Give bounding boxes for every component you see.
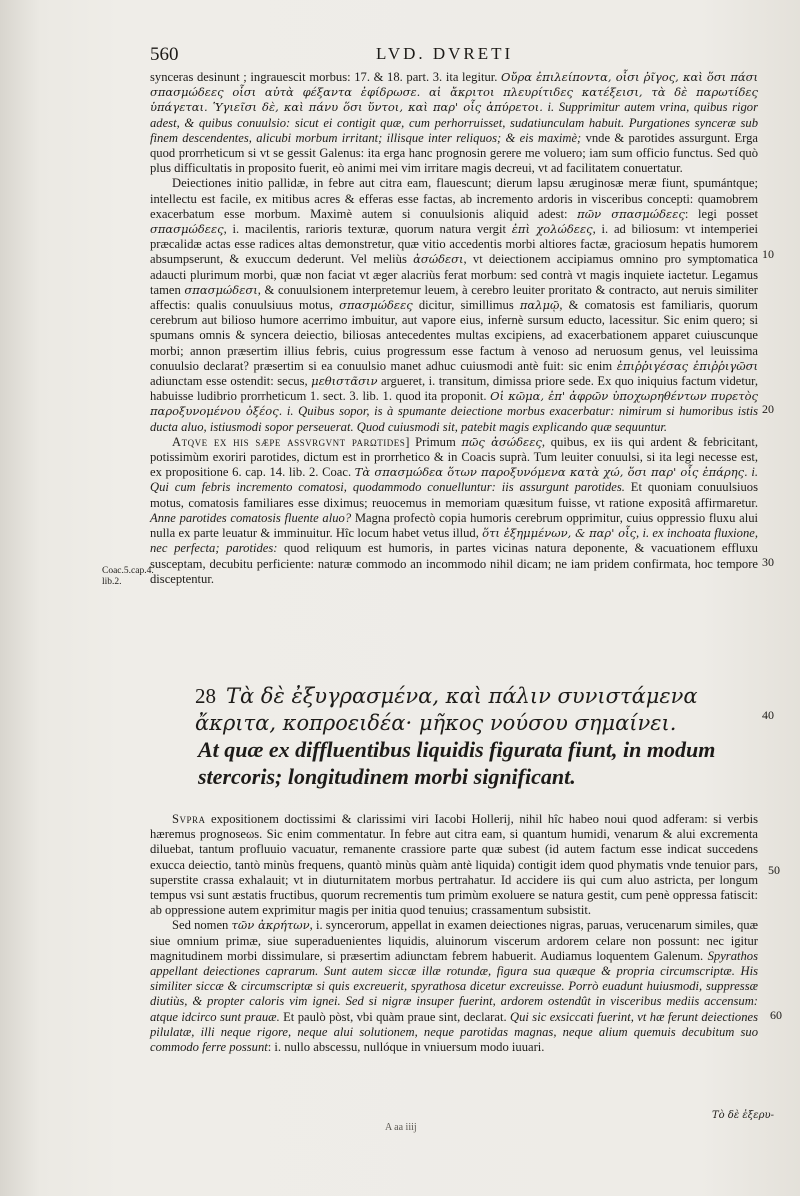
commentary-section-b bbox=[150, 812, 758, 1055]
greek-text: Οἱ κῶμα, ἐπ' ἀφρῶν ὑποχωρηθέντων πυρετὸς παροξυνομένου ὀξέος. bbox=[150, 389, 759, 419]
lemma-latin: At quæ ex diffluentibus liquidis figurata fiunt, in modum stercoris; longitudinem morbi significant. bbox=[198, 737, 716, 789]
text-run: Deiectiones initio pallidæ, in febre aut citra eam, flauescunt; dierum lapsu æruginosæ meræ fiunt, spumántque; intellectu est facile, ex mitibus acres & efferas esse factas, ab incremento ardoris in visceribus concepti: quamobrem exacerbatum esse morbum. Maximè autem si conuulsionis aliquid adest: bbox=[150, 176, 758, 221]
text-run: Et quoniam conuulsiuos motus, comatosis familiares esse diximus; reuocemus in memoriam quæsitum fuisse, vt ratione expositâ affirmaretur. bbox=[150, 480, 758, 510]
text-run: ] Primum bbox=[405, 434, 462, 449]
greek-text: πῶς ἀσώδεες bbox=[461, 434, 542, 449]
text-run: , & comatosis est familiaris, quorum cerebrum aut bilioso humore acerrimo imbuitur, aut vapore eius, infernè sursum educto, lacessitur. Sic enim quero; si spumans omnis & syncera deiectio, biliosas antecedentes multas excipiens, ad exacerbationem apparet cuiuscunque morbi; annon præsertim illius febris, cuius progressum esse factum à venoso ad neruosum genus, vel leuissima conuulsio declarat? præsertim si ea conuulsio manet adhuc cuiusmodi antè fuit: sic enim bbox=[150, 298, 758, 373]
text-run: argueret, i. transitum, dimissa priore sede. Ex quo iniquius factum videtur, habuisse ludibrio prorrheticum 1. sect. 3. lib. 1. quod ita proponit. bbox=[150, 374, 758, 404]
italic-text: i. Supprimitur autem vrina, quibus rigor adest, & quibus conuulsio: sicut ei contigit quæ, cum perhorruisset, sudatiunculam habuit. Purgationes synceræ sub finem descendentes, alicubi morbum irritant; illisque inter reliquos; & eis maximè; bbox=[150, 100, 758, 145]
line-number: 60 bbox=[770, 1008, 782, 1022]
text-run: Magna profectò copia humoris cerebrum opprimitur, cuius oppressio fluxu alui nulla ex parte leuatur & imminuitur. Hîc locum habet vetus illud, bbox=[150, 510, 758, 541]
greek-text: ἐπὶ χολώδεες bbox=[511, 222, 593, 237]
greek-text: Οὔρα ἐπιλείποντα, οἷσι ῥῖγος, καὶ ὅσι πάσι σπασμώδεες οἷσι αὐτὰ φέξαντα ἐφίδρωσε. αἱ ἄκριτοι πλευρίτιδες κατέξεισι, τὰ δὲ παρωτίδες ὑπάγεται. Ὑγιεῖσι δὲ, καὶ πάνυ ὅσι ὕντοι, καὶ παρ' οἷς ἀπύρετοι. bbox=[150, 70, 759, 115]
small-caps-text: Atqve ex his sæpe assvrgvnt parωtides bbox=[172, 434, 406, 449]
italic-text: Qui sic exsiccati fuerint, vt hæ ferunt deiectiones pilulatæ, illi neque rigore, neque alui solutionem, neque parotidas magnas, neque alium quemuis decubitum suo commodo ferre possunt bbox=[150, 1009, 758, 1055]
text-run: expositionem doctissimi & clarissimi viri Iacobi Hollerij, nihil hîc habeo noui quod adferam: si verbis hæremus prognoseωs. Sic enim commentatur. In febre aut citra eam, si quantum humidi, venarum & alui excrementa diluebat, tantum profluuio vacuatur, remanente crassiore parte quæ subest (id autem factum esse indicat succedens exucca deiectio, tantò minùs frequens, quantò minùs quàm antè liquida) contigit idem quod phymatis vnde tenuior pars, superstite crassa exhalauit; vt in diuturnitatem morbus pertrahatur. Id accidere iis qui cum aluo astricta, per longum tempus vsi sunt æstatis fructibus, quorum recrementis tum primùm exoluere se natura gestit, cum penè oppressa fatiscit: ab oppressione autem exprimitur magis per initia quod tenuius; crassamentum subsistit. bbox=[150, 812, 758, 918]
signature-mark: A aa iiij bbox=[385, 1122, 417, 1133]
text-run: quod reliquum est humoris, in partes vicinas natura deponente, & vacuationem effluxu susceptam, decubitu perficiente: naturæ commodo an incommodo nihil dicam; ne iam pridem confirmata, hoc tempore disceptentur. bbox=[150, 541, 758, 586]
greek-text: σπασμώδεες bbox=[339, 298, 413, 313]
text-run: , & conuulsionem interpretemur leuem, à cerebro leuiter proritato & contracto, aut neruis similiter affectis: qualis conuulsiuus motus, bbox=[150, 282, 758, 313]
running-head: LVD. DVRETI bbox=[376, 44, 514, 63]
text-run: , quibus, ex iis qui ardent & febricitant, potissimùm exoriri parotides, dictum est in prorrhetico & in Coacis suprà. Tum leuiter conuulsi, si ita legi necesse est, ex propositione 6. cap. 14. lib. 2. Coac. bbox=[150, 434, 759, 480]
lemma-number: 28 bbox=[195, 684, 216, 708]
lemma-greek bbox=[195, 683, 765, 737]
text-run: Sed nomen bbox=[172, 918, 232, 933]
text-run: dicitur, simillimus bbox=[412, 298, 520, 313]
text-run: : legi posset bbox=[684, 206, 758, 221]
lemma-greek-text: Τὰ δὲ ἐξυγρασμένα, καὶ πάλιν συνιστάμενα ἄκριτα, κοπροειδέα· μῆκος νούσου σημαίνει. bbox=[195, 684, 698, 735]
text-run: vnde & parotides assurgunt. Erga quod prorrheticum si vt se gessit Galenus: ita erga hanc prognosin gerere me voluero; iam sum officio functus. Sed quò plus difficultatis in proposito fuerit, eò animi mei vim irritare magis decreui, vt ad facilitatem conuertatur. bbox=[150, 130, 758, 176]
greek-text: Τὰ σπασμώδεα ὅτων παροξυνόμενα κατὰ χώ, ὅσι παρ' οἷς ἐπάρης. bbox=[354, 465, 748, 480]
line-number: 40 bbox=[762, 708, 774, 722]
paragraph bbox=[150, 70, 758, 176]
catchword: Τὸ δὲ ἐξερυ- bbox=[712, 1110, 775, 1121]
text-run: , i. ad biliosum: vt intemperiei præcalidæ actas esse radices altas demonstretur, quæ vitio accedentis morbi altiores factæ, graciosum hepatis humorem absumpserunt, & exuccum dederunt. Vel meliùs bbox=[150, 222, 758, 267]
text-run: , i. macilentis, rarioris texturæ, quorum natura vergit bbox=[223, 222, 512, 237]
text-run: : i. nullo abscessu, nullóque in vniuersum modo iuuari. bbox=[267, 1040, 545, 1055]
greek-text: παλμῷ bbox=[519, 298, 560, 313]
page-number: 560 bbox=[150, 44, 179, 65]
page-header bbox=[0, 40, 800, 70]
paragraph bbox=[150, 435, 758, 587]
text-run: , vt deiectionem accipiamus omnino pro symptomatica adaucti plurimum morbi, quæ non faciat vt æger alacriùs ferat morbum: sed contrà vt magis inquiete iactetur. Legamus tamen bbox=[150, 252, 758, 297]
greek-text: μεθιστᾶσιν bbox=[311, 374, 378, 389]
text-run: synceras desinunt ; ingrauescit morbus: 17. & 18. part. 3. ita legitur. bbox=[150, 70, 502, 84]
greek-text: σπασμώδεσι bbox=[184, 282, 258, 297]
paragraph bbox=[150, 918, 758, 1055]
small-caps-text: Svpra bbox=[172, 812, 206, 826]
italic-text: Anne parotides comatosis fluente aluo? bbox=[150, 510, 352, 525]
paragraph bbox=[150, 176, 758, 434]
line-number: 20 bbox=[762, 402, 774, 416]
margin-note: Coac.5.cap.4. lib.2. bbox=[102, 566, 154, 587]
line-number: 10 bbox=[762, 247, 774, 261]
greek-text: σπασμώδεες bbox=[150, 222, 224, 237]
line-number: 50 bbox=[768, 863, 780, 877]
italic-text: i. Quibus sopor, is à spumante deiectione morbus exacerbatur: nimirum si humoribus istis ducta aluo, istiusmodi sopor perseuerat. Quod cuiusmodi sit, patebit magis explicando quæ sequuntur. bbox=[150, 404, 758, 434]
italic-text: i. Qui cum febris incremento comatosi, quodammodo conuelluntur: iis assurgunt parotides. bbox=[150, 465, 758, 495]
commentary-section-a bbox=[150, 70, 758, 587]
text-run: , i. syncerorum, appellat in examen deiectiones nigras, paruas, verucenarum similes, quæ siue omnium primæ, siue superaduenientes liquidis, aluinorum viscerum ardorem celare non possunt: nec igitur magnitudinem morbi dissimulare, si præsertim adiunctam febrem habuerit. Audiamus loquentem Galenum. bbox=[150, 918, 758, 963]
greek-text: πῶν σπασμώδεες bbox=[577, 206, 685, 221]
greek-text: τῶν ἀκρήτων bbox=[231, 918, 310, 933]
greek-text: ὅτι ἐξημμένων, & παρ' οἷς bbox=[482, 526, 637, 541]
greek-text: ἀσώδεσι bbox=[413, 252, 464, 267]
text-run: Et paulò pòst, vbi quàm praue sint, declarat. bbox=[279, 1009, 511, 1024]
greek-text: ἐπιῤῥιγέσας ἐπιῤῥιγῶσι bbox=[616, 358, 758, 373]
text-run: adiunctam esse ostendit: secus, bbox=[150, 374, 312, 389]
italic-text: Spyrathos appellant deiectiones caprarum. Sunt autem siccæ illæ rotundæ, figura sua quæque & propria circumscriptæ. His similiter siccæ & circumscriptæ si quis excreuerit, spyrathosa dicetur excreuisse. Porrò euadunt huiusmodi, suppressæ diutiùs, & propter caloris vim ignei. Sed si nigræ insuper fuerint, ardorem ostendût in visceribus mediis accensum: atque idcirco sunt prauæ. bbox=[150, 948, 758, 1024]
line-number: 30 bbox=[762, 555, 774, 569]
italic-text: , i. ex inchoata fluxione, nec perfecta; parotides: bbox=[150, 526, 758, 556]
paragraph bbox=[150, 812, 758, 918]
